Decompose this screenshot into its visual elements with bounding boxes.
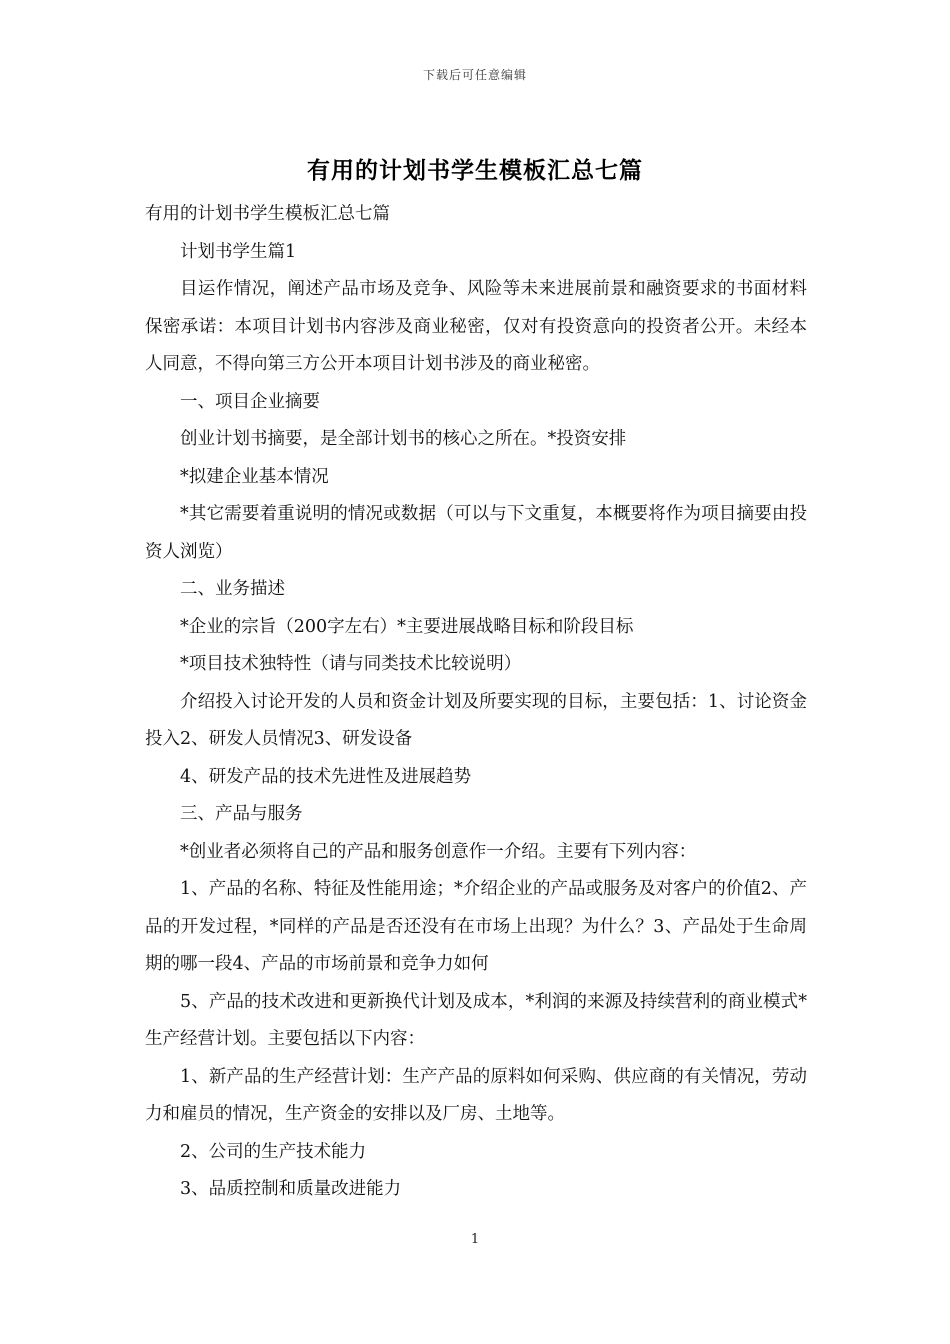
paragraph: 介绍投入讨论开发的人员和资金计划及所要实现的目标，主要包括：1、讨论资金投入2、研发人员情况3、研发设备 [145,691,807,749]
paragraph-heading: 三、产品与服务 [180,804,303,824]
paragraph-heading: 二、业务描述 [180,579,285,599]
paragraph: 2、公司的生产技术能力 [180,1141,367,1162]
paragraph-section-heading: 计划书学生篇1 [180,241,297,262]
paragraph: 1、新产品的生产经营计划：生产产品的原料如何采购、供应商的有关情况，劳动力和雇员的情况，生产资金的安排以及厂房、土地等。 [145,1066,807,1124]
paragraph-subtitle: 有用的计划书学生模板汇总七篇 [145,204,390,224]
paragraph-heading: 一、项目企业摘要 [180,391,320,412]
paragraph: 1、产品的名称、特征及性能用途；*介绍企业的产品或服务及对客户的价值2、产品的开发过程，*同样的产品是否还没有在市场上出现？为什么？3、产品处于生命周期的哪一段4、产品的市场前景和竞争力如何 [145,879,807,974]
paragraph: 4、研发产品的技术先进性及进展趋势 [180,766,472,787]
document-title: 有用的计划书学生模板汇总七篇 [307,157,643,184]
paragraph: *其它需要着重说明的情况或数据（可以与下文重复，本概要将作为项目摘要由投资人浏览） [145,504,807,562]
paragraph: *创业者必须将自己的产品和服务创意作一介绍。主要有下列内容： [180,841,697,862]
paragraph: 5、产品的技术改进和更新换代计划及成本，*利润的来源及持续营利的商业模式*生产经营计划。主要包括以下内容： [145,991,807,1049]
paragraph: 创业计划书摘要，是全部计划书的核心之所在。*投资安排 [180,429,627,449]
paragraph: 3、品质控制和质量改进能力 [180,1179,402,1199]
header-note: 下载后可任意编辑 [422,68,527,82]
page-number: 1 [470,1232,480,1247]
paragraph: *项目技术独特性（请与同类技术比较说明） [180,654,522,674]
paragraph: *企业的宗旨（200字左右）*主要进展战略目标和阶段目标 [180,616,634,637]
paragraph: *拟建企业基本情况 [180,466,329,487]
paragraph: 目运作情况，阐述产品市场及竞争、风险等未来进展前景和融资要求的书面材料保密承诺：本项目计划书内容涉及商业秘密，仅对有投资意向的投资者公开。未经本人同意，不得向第三方公开本项目计划书涉及的商业秘密。 [145,279,807,374]
document-body [145,196,807,1209]
